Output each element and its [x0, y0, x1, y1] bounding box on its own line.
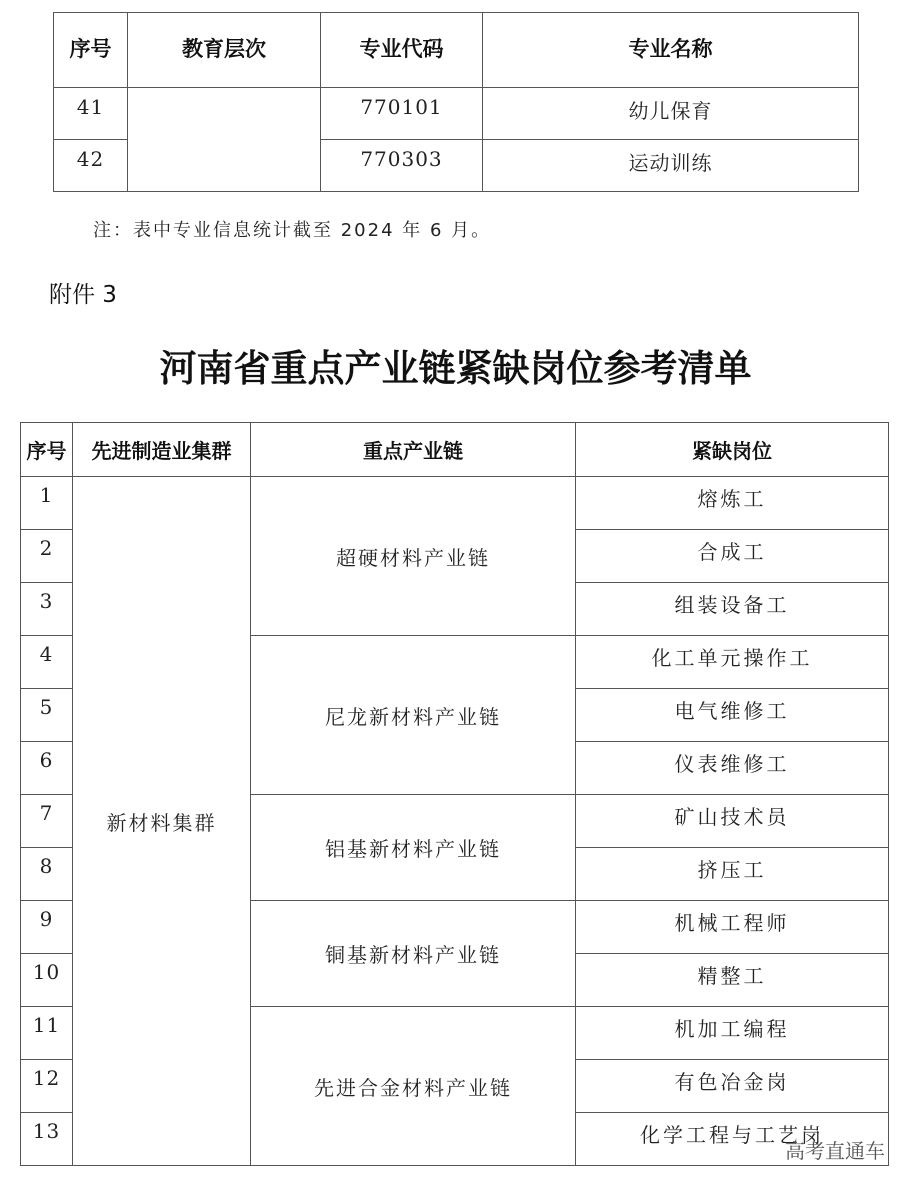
post-cell: 精整工 [576, 954, 889, 1007]
post-cell: 合成工 [576, 530, 889, 583]
chain-cell: 尼龙新材料产业链 [251, 636, 576, 795]
chain-cell: 铝基新材料产业链 [251, 795, 576, 901]
row-no: 11 [21, 1007, 73, 1060]
row-no: 6 [21, 742, 73, 795]
major-code: 770303 [321, 140, 483, 192]
post-cell: 熔炼工 [576, 477, 889, 530]
table-row [54, 88, 859, 140]
education-level-cell [128, 88, 321, 192]
header-education-level: 教育层次 [128, 13, 321, 88]
row-no: 5 [21, 689, 73, 742]
row-no: 41 [54, 88, 128, 140]
header-cluster: 先进制造业集群 [73, 423, 251, 477]
table-header-row [54, 13, 859, 88]
post-cell: 化工单元操作工 [576, 636, 889, 689]
major-name: 幼儿保育 [483, 88, 859, 140]
row-no: 2 [21, 530, 73, 583]
post-cell: 有色冶金岗 [576, 1060, 889, 1113]
row-no: 42 [54, 140, 128, 192]
table-header-row [21, 423, 889, 477]
header-no: 序号 [54, 13, 128, 88]
shortage-posts-table [20, 422, 889, 1166]
header-chain: 重点产业链 [251, 423, 576, 477]
row-no: 9 [21, 901, 73, 954]
post-cell: 电气维修工 [576, 689, 889, 742]
post-cell: 机械工程师 [576, 901, 889, 954]
majors-table [53, 12, 859, 192]
header-major-name: 专业名称 [483, 13, 859, 88]
header-no: 序号 [21, 423, 73, 477]
row-no: 1 [21, 477, 73, 530]
post-cell: 机加工编程 [576, 1007, 889, 1060]
row-no: 12 [21, 1060, 73, 1113]
header-major-code: 专业代码 [321, 13, 483, 88]
table-row [21, 477, 889, 530]
chain-cell: 铜基新材料产业链 [251, 901, 576, 1007]
row-no: 3 [21, 583, 73, 636]
cluster-cell: 新材料集群 [73, 477, 251, 1166]
table-note: 注：表中专业信息统计截至 2024 年 6 月。 [93, 220, 492, 241]
post-cell: 矿山技术员 [576, 795, 889, 848]
major-code: 770101 [321, 88, 483, 140]
major-name: 运动训练 [483, 140, 859, 192]
header-post: 紧缺岗位 [576, 423, 889, 477]
row-no: 8 [21, 848, 73, 901]
watermark-text: 高考直通车 [785, 1139, 885, 1163]
row-no: 13 [21, 1113, 73, 1166]
row-no: 7 [21, 795, 73, 848]
post-cell: 仪表维修工 [576, 742, 889, 795]
attachment-label: 附件 3 [49, 282, 117, 308]
row-no: 4 [21, 636, 73, 689]
document-title: 河南省重点产业链紧缺岗位参考清单 [159, 347, 752, 390]
post-cell: 挤压工 [576, 848, 889, 901]
row-no: 10 [21, 954, 73, 1007]
post-cell: 化学工程与工艺岗 [576, 1113, 889, 1166]
post-cell: 组装设备工 [576, 583, 889, 636]
chain-cell: 超硬材料产业链 [251, 477, 576, 636]
chain-cell: 先进合金材料产业链 [251, 1007, 576, 1166]
